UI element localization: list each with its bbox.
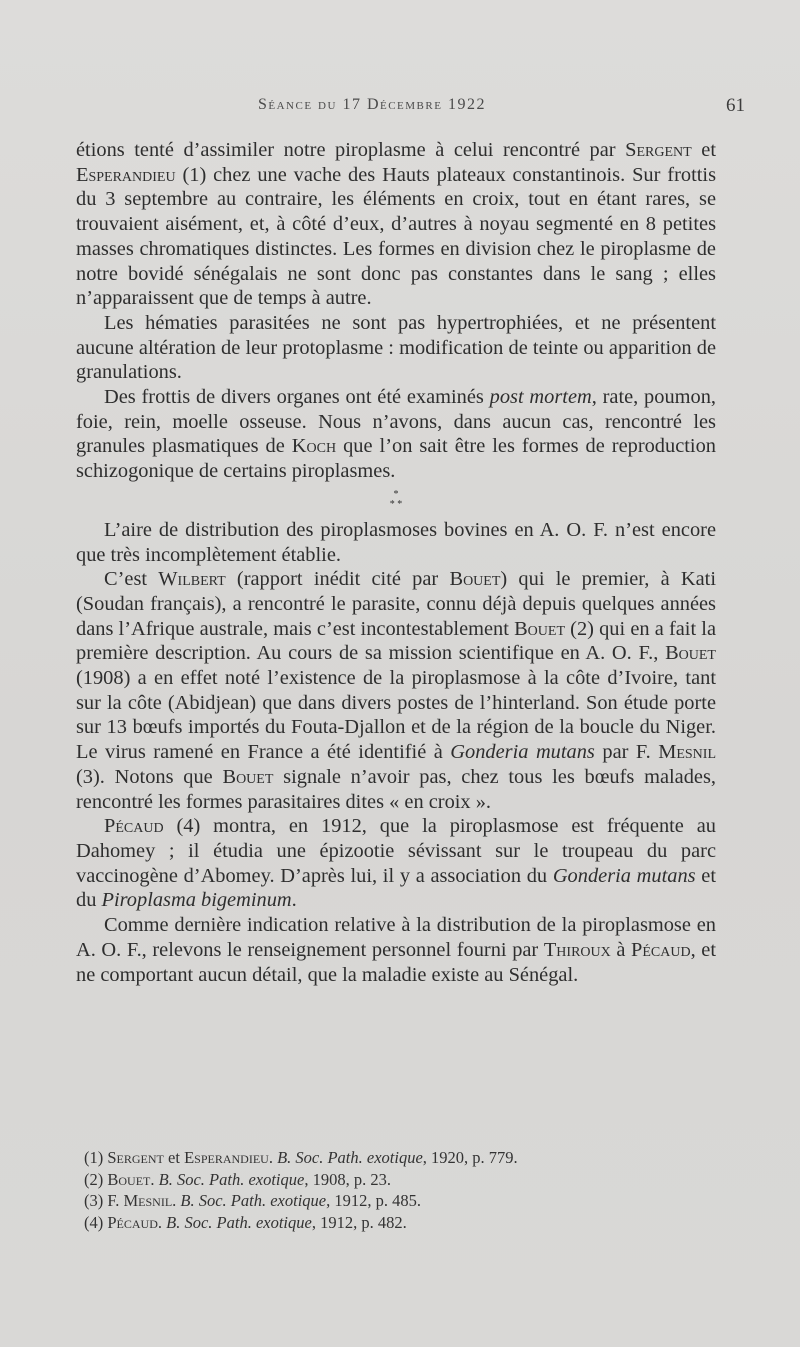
footnote-4: (4) Pécaud. B. Soc. Path. exotique, 1912, p. 482. [84, 1212, 407, 1232]
footnote-author: Sergent [107, 1148, 164, 1167]
author-name: Bouet [222, 765, 274, 788]
footnotes [84, 1147, 704, 1233]
footnote-journal: B. Soc. Path. exotique [158, 1169, 305, 1189]
author-name: Pécaud [104, 815, 164, 838]
footnote-author: Mesnil [123, 1191, 173, 1210]
author-name: Esperandieu [76, 163, 176, 186]
author-name: Mesnil [658, 741, 717, 764]
author-name: Bouet [449, 568, 501, 591]
running-head: Séance du 17 Décembre 1922 [258, 96, 486, 113]
paragraph-3: Des frottis de divers organes ont été examinés post mortem, rate, poumon, foie, rein, moelle osseuse. Nous n’avons, dans aucun cas, rencontré les granules plasmatiques de Koch que l’on sait être les formes de reproduction schizogonique de certains piroplasmes. [76, 386, 716, 483]
author-name: Thiroux [543, 938, 611, 961]
footnote-journal: B. Soc. Path. exotique [277, 1148, 423, 1167]
author-name: Sergent [625, 139, 692, 161]
footnote-2: (2) Bouet. B. Soc. Path. exotique, 1908, p. 23. [84, 1169, 391, 1189]
species-name: Gonderia mutans [450, 741, 595, 764]
paragraph-4: L’aire de distribution des piroplasmoses bovines en A. O. F. n’est encore que très incomplètement établie. [76, 518, 716, 566]
latin-phrase: post mortem [489, 386, 592, 409]
paragraph-7: Comme dernière indication relative à la distribution de la piroplasmose en A. O. F., relevons le renseignement personnel fourni par Thiroux à Pécaud, et ne comportant aucun détail, que la maladie existe au Sénégal. [76, 914, 716, 986]
paragraph-2: Les hématies parasitées ne sont pas hypertrophiées, et ne présentent aucune altération de leur protoplasme : modification de teinte ou apparition de granulations. [76, 311, 716, 384]
author-name: Bouet [514, 617, 566, 640]
footnote-journal: B. Soc. Path. exotique [180, 1191, 327, 1210]
paragraph-6: Pécaud (4) montra, en 1912, que la piroplasmose est fréquente au Dahomey ; il étudia une épizootie sévissant sur le troupeau du parc vaccinogène d’Abomey. D’après lui, il y a association du Gonderia mutans et du Piroplasma bigeminum. [76, 815, 716, 912]
body-text [76, 138, 716, 987]
footnote-3: (3) F. Mesnil. B. Soc. Path. exotique, 1912, p. 485. [84, 1191, 421, 1210]
section-asterism [76, 490, 716, 510]
paragraph-5: C’est Wilbert (rapport inédit cité par Bouet) qui le premier, à Kati (Soudan français), a rencontré le parasite, connu déjà depuis quelques années dans l’Afrique australe, mais c’est incontestablement Bouet (2) qui en a fait la première description. Au cours de sa mission scientifique en A. O. F., Bouet (1908) a en effet noté l’existence de la piroplasmose à la côte d’Ivoire, tant sur la côte (Abidjean) que dans divers postes de l’hinterland. Son étude porte sur 13 bœufs importés du Fouta-Djallon et de la région de la boucle du Niger. Le virus ramené en France a été identifié à Gonderia mutans par F. Mesnil (3). Notons que Bouet signale n’avoir pas, chez tous les bœufs malades, rencontré les formes parasitaires dites « en croix ». [76, 568, 717, 813]
author-name: Wilbert [158, 568, 226, 591]
footnote-author: Bouet [107, 1169, 151, 1189]
footnote-journal: B. Soc. Path. exotique [166, 1212, 312, 1232]
author-name: Bouet [665, 642, 716, 665]
author-name: Pécaud [631, 938, 691, 961]
species-name: Piroplasma bigeminum [101, 889, 292, 912]
author-name: Koch [291, 435, 337, 458]
footnote-1: (1) Sergent et Esperandieu. B. Soc. Path. exotique, 1920, p. 779. [84, 1148, 518, 1167]
asterism-top: * [393, 488, 399, 500]
footnote-author: Esperandieu [184, 1148, 269, 1167]
page-number: 61 [726, 95, 745, 116]
species-name: Gonderia mutans [552, 864, 696, 887]
footnote-author: Pécaud [107, 1212, 158, 1232]
asterism-bottom: * * [389, 498, 403, 510]
paragraph-1: étions tenté d’assimiler notre piroplasme à celui rencontré par Sergent et Esperandieu (1) chez une vache des Hauts plateaux constantinois. Sur frottis du 3 septembre au contraire, les éléments en croix, tout en étant rares, se trouvaient aisément, et, à côté d’eux, d’autres à noyau segmenté en 8 petites masses chromatiques distinctes. Les formes en division chez le piroplasme de notre bovidé sénégalais ne sont donc pas constantes dans le sang ; elles n’apparaissent que de temps à autre. [76, 139, 716, 310]
